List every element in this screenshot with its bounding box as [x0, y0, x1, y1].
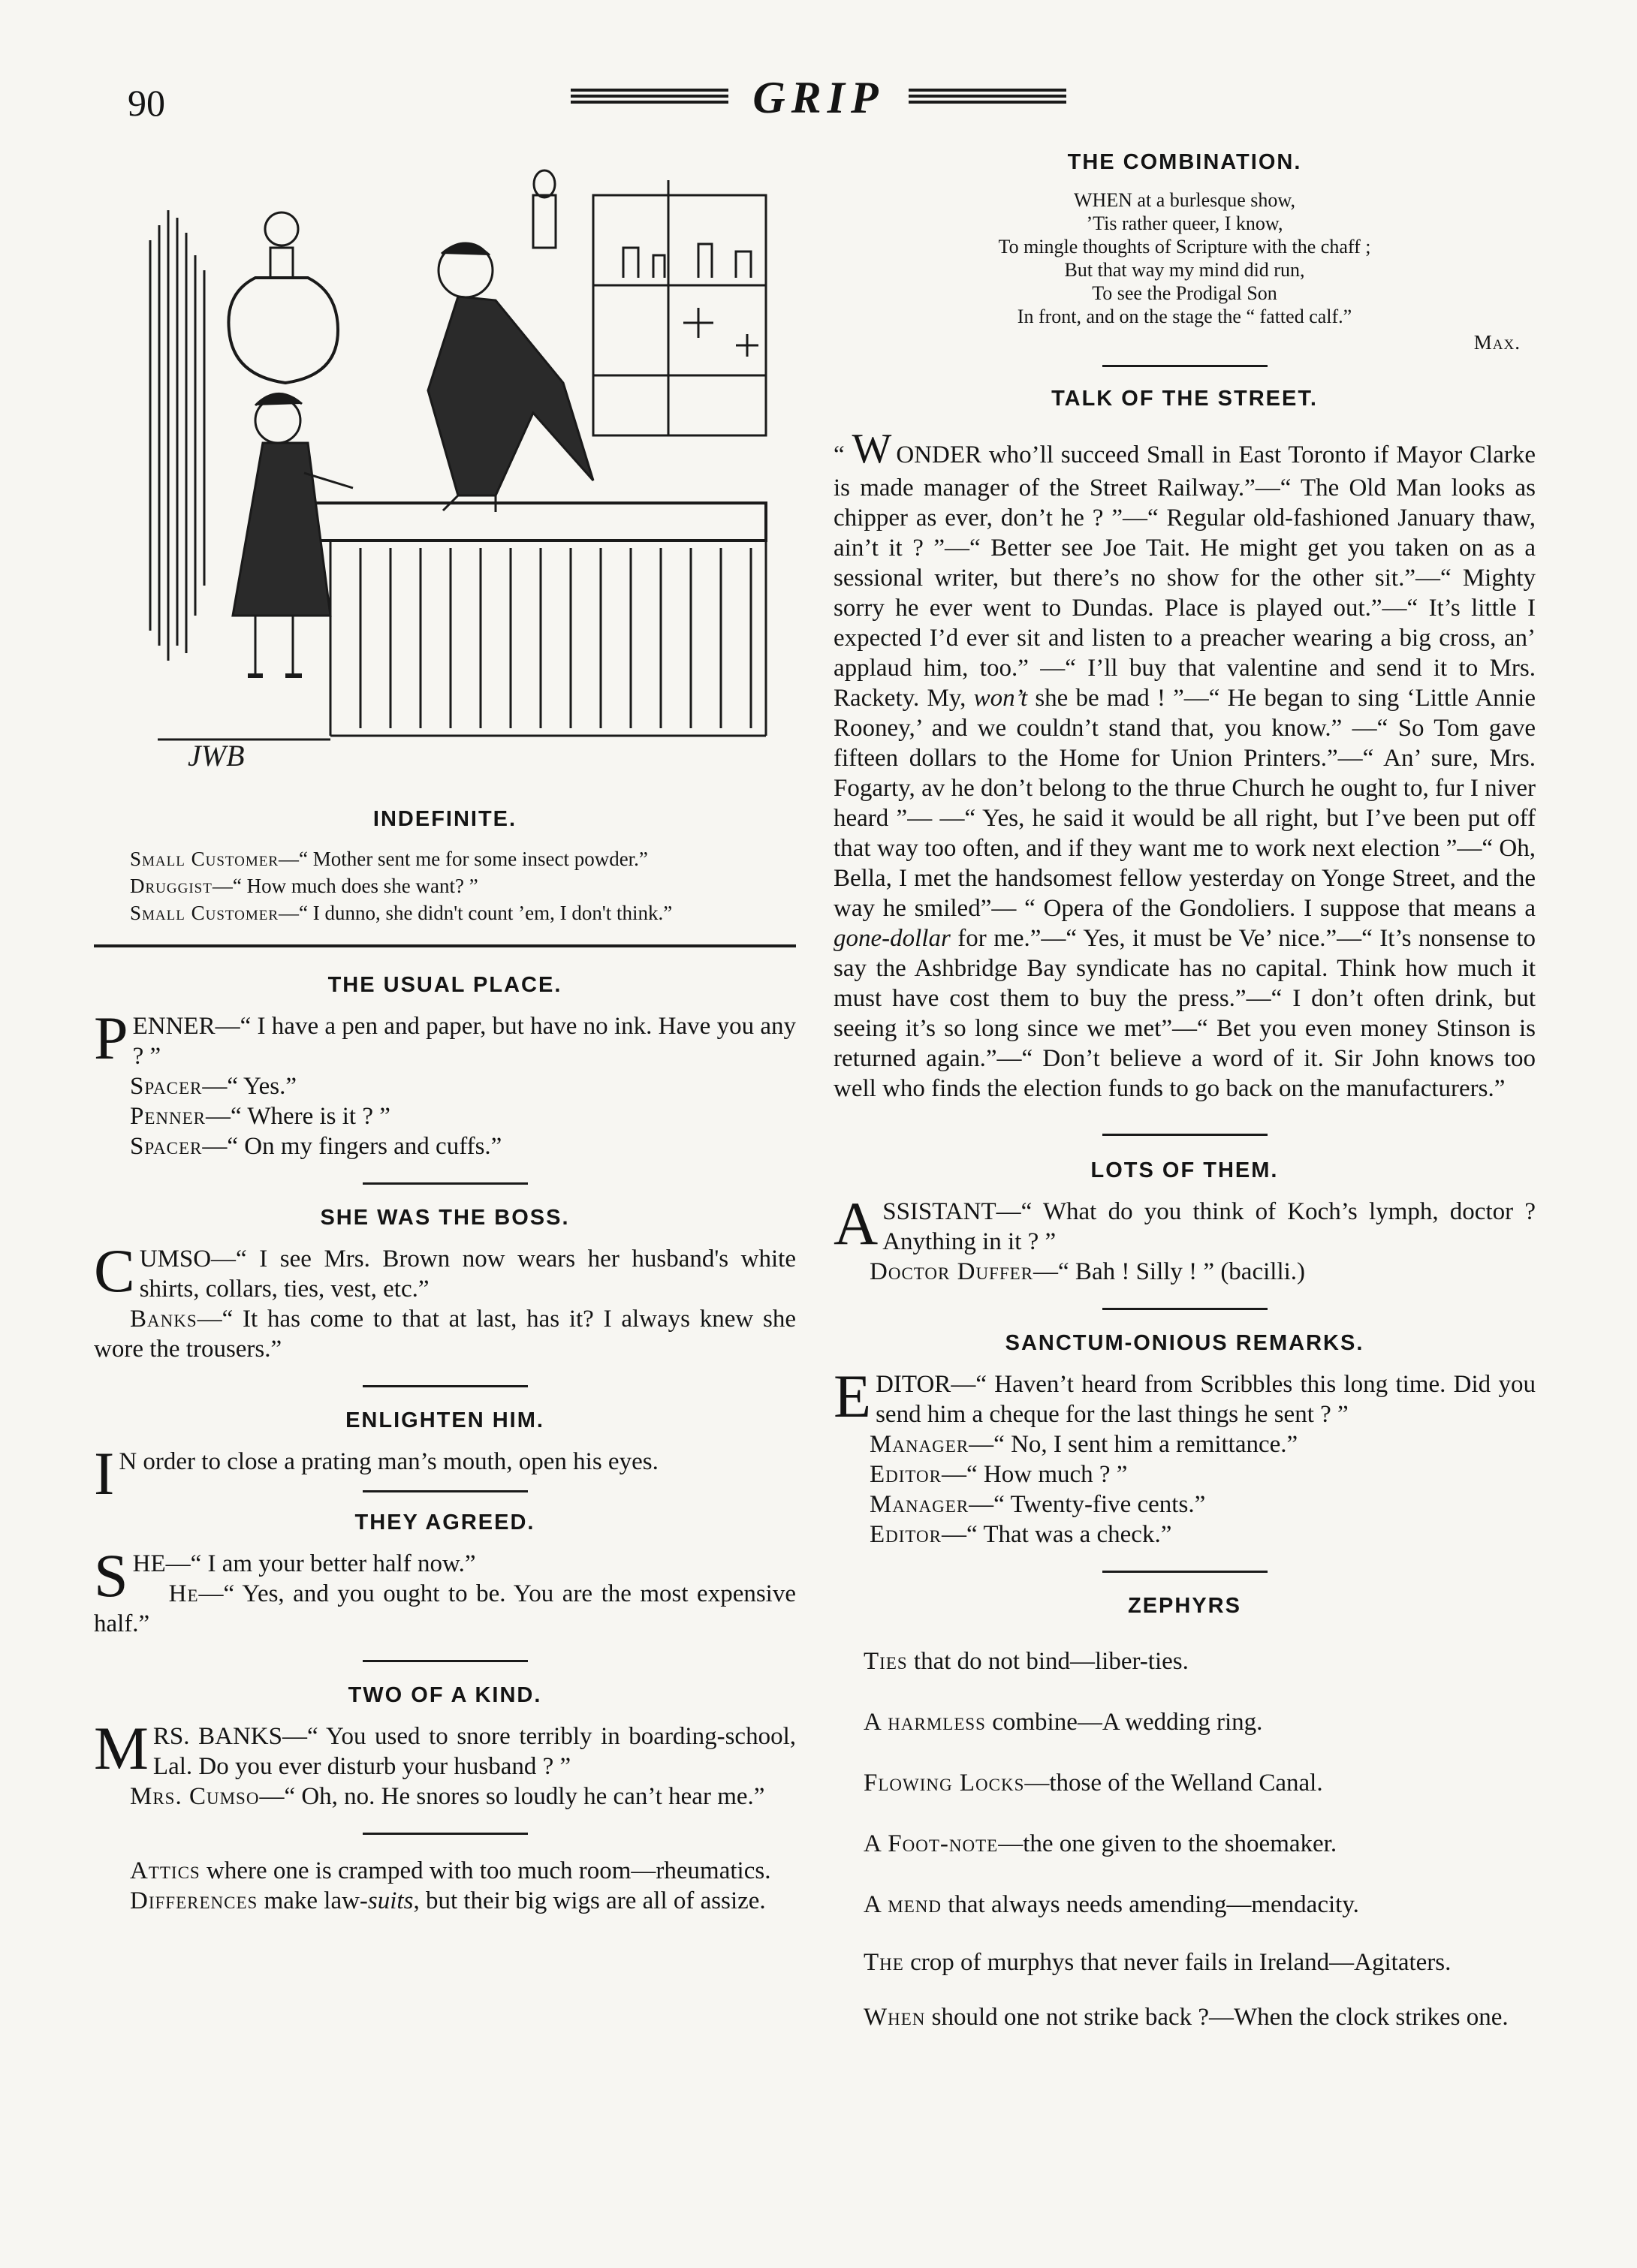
sanctum-line-1: EDITOR—“ Haven’t heard from Scribbles this long time. Did you send him a cheque for the last things he sent ? ” — [834, 1362, 1536, 1430]
article-boss — [94, 1206, 796, 1364]
poem-line: WHEN at a burlesque show, — [1073, 189, 1296, 211]
poem-line: ’Tis rather queer, I know, — [1086, 212, 1283, 234]
heading-lots: LOTS OF THEM. — [1090, 1158, 1279, 1182]
attics-line-2: Differences make law-suits, but their big wigs are all of assize. — [130, 1887, 766, 1914]
article-talk — [834, 387, 1536, 1104]
article-combination — [834, 150, 1536, 354]
lots-line-2: Doctor Duffer—“ Bah ! Silly ! ” (bacilli.) — [870, 1258, 1306, 1285]
article-attics — [94, 1856, 796, 1916]
usual-place-line-2: Spacer—“ Yes.” — [130, 1073, 297, 1100]
two-kind-line-1: MRS. BANKS—“ You used to snore terribly in boarding-school, Lal. Do you ever disturb your husband ? ” — [94, 1714, 796, 1782]
indefinite-line-2: Druggist—“ How much does she want? ” — [130, 875, 478, 897]
poem-line: In front, and on the stage the “ fatted calf.” — [1017, 306, 1352, 327]
poem-line: To see the Prodigal Son — [1092, 282, 1277, 304]
article-agreed — [94, 1510, 796, 1639]
heading-two-kind: TWO OF A KIND. — [348, 1683, 542, 1707]
sanctum-line-3: Editor—“ How much ? ” — [870, 1461, 1128, 1488]
divider — [1102, 1134, 1268, 1136]
indefinite-line-1: Small Customer—“ Mother sent me for some insect powder.” — [130, 848, 648, 870]
illustration-signature: JWB — [188, 739, 245, 773]
right-column — [834, 150, 1536, 2057]
druggist-illustration — [143, 165, 773, 788]
divider — [1102, 1571, 1268, 1573]
heading-sanctum: SANCTUM-ONIOUS REMARKS. — [1005, 1331, 1364, 1355]
heading-combination: THE COMBINATION. — [1067, 150, 1302, 174]
masthead-title: GRIP — [752, 73, 885, 122]
boss-line-1: CUMSO—“ I see Mrs. Brown now wears her husband's white shirts, collars, ties, vest, etc.” — [94, 1236, 796, 1305]
attics-line-1: Attics where one is cramped with too much room—rheumatics. — [130, 1857, 771, 1884]
divider — [363, 1833, 528, 1835]
heading-enlighten: ENLIGHTEN HIM. — [345, 1408, 544, 1432]
usual-place-line-4: Spacer—“ On my fingers and cuffs.” — [130, 1133, 502, 1160]
agreed-line-2: He—“ Yes, and you ought to be. You are the most expensive half.” — [94, 1580, 796, 1637]
sanctum-line-2: Manager—“ No, I sent him a remittance.” — [870, 1431, 1298, 1458]
zephyr-item: The crop of murphys that never fails in Ireland—Agitaters. — [864, 1949, 1452, 1976]
zephyr-item: A mend that always needs amending—mendacity. — [864, 1891, 1359, 1918]
zephyr-item: When should one not strike back ?—When the clock strikes one. — [864, 2004, 1509, 2031]
article-usual-place — [94, 973, 796, 1161]
shelf-hatching — [150, 210, 204, 661]
lots-line-1: ASSISTANT—“ What do you think of Koch’s lymph, doctor ? Anything in it ? ” — [834, 1189, 1536, 1257]
heading-indefinite: INDEFINITE. — [372, 807, 517, 831]
masthead-rule-right — [909, 89, 1066, 105]
two-kind-line-2: Mrs. Cumso—“ Oh, no. He snores so loudly he can’t hear me.” — [130, 1783, 765, 1810]
divider — [363, 1385, 528, 1387]
article-lots — [834, 1158, 1536, 1287]
sanctum-line-5: Editor—“ That was a check.” — [870, 1521, 1172, 1548]
zephyr-item: A Foot-note—the one given to the shoemaker. — [864, 1830, 1337, 1857]
article-zephyrs — [834, 1594, 1536, 2032]
poem-line: But that way my mind did run, — [1064, 259, 1305, 281]
article-enlighten — [94, 1408, 796, 1507]
counter-hatching — [360, 548, 751, 728]
masthead — [571, 72, 1066, 125]
page-number: 90 — [128, 82, 165, 124]
zephyr-item: Ties that do not bind—liber-ties. — [864, 1648, 1189, 1675]
girl-figure — [233, 393, 353, 676]
heading-agreed: THEY AGREED. — [354, 1510, 535, 1535]
boss-line-2: Banks—“ It has come to that at last, has it? I always knew she wore the trousers.” — [94, 1306, 796, 1363]
talk-body: “ W ONDER who’ll succeed Small in East Toronto if Mayor Clarke is made manager of the Street Railway.”—“ The Old Man looks as chipper as ever, don’t he ? ”—“ Regular old-fashioned January thaw, ain’t it ? ”—“ Better see Joe Tait. He might get you taken on as a sessional writer, but there’s no show for the other sit.”—“ Mighty sorry he ever went to Dundas. Place is played out.”—“ It’s little I expected I’d ever sit and listen to a preacher wearing a big cross, an’ applaud him, too.” —“ I’ll buy that valentine and send it to Mrs. Rackety. My, won’t she be mad ! ”—“ He began to sing ‘Little Annie Rooney,’ and we couldn’t stand that, you know.” —“ So Tom gave fifteen dollars to the Home for Union Printers.”—“ An’ sure, Mrs. Fogarty, av he don’t belong to the thrue Church he ought to, fur I niver heard ”— —“ Yes, he said it would be all right, but I’ve been put off that way too often, and if they want me to work next election ”—“ Oh, Bella, I met the handsomest fellow yesterday on Yonge Street, and the way he smiled”— “ Opera of the Gondoliers. I suppose that means a gone-dollar for me.”—“ Yes, it must be Ve’ nice.”—“ It’s nonsense to say the Ashbridge Bay syndicate has no capital. Think how much it must have cost them to buy the press.”—“ I don’t often drink, but seeing it’s so long since we met”—“ Bet you even money Stinson is returned again.”—“ Don’t believe a word of it. Sir John knows too well who finds the election funds to go back on the manufacturers.” — [834, 426, 1536, 1102]
section-divider — [94, 944, 796, 947]
heading-talk: TALK OF THE STREET. — [1051, 387, 1318, 411]
article-sanctum — [834, 1331, 1536, 1550]
sanctum-line-4: Manager—“ Twenty-five cents.” — [870, 1491, 1206, 1518]
zephyr-item: Flowing Locks—those of the Welland Canal. — [864, 1770, 1323, 1797]
article-indefinite — [94, 807, 796, 926]
divider — [363, 1660, 528, 1662]
zephyr-item: A harmless combine—A wedding ring. — [864, 1709, 1263, 1736]
heading-usual-place: THE USUAL PLACE. — [327, 973, 562, 997]
masthead-rule-left — [571, 89, 728, 105]
poem-signature: Max. — [1473, 331, 1521, 354]
heading-boss: SHE WAS THE BOSS. — [320, 1206, 570, 1230]
usual-place-line-3: Penner—“ Where is it ? ” — [130, 1103, 390, 1130]
divider — [1102, 1308, 1268, 1310]
divider — [1102, 365, 1268, 367]
heading-zephyrs: ZEPHYRS — [1128, 1594, 1241, 1618]
divider — [363, 1182, 528, 1185]
agreed-line-1: SHE—“ I am your better half now.” — [94, 1541, 476, 1610]
divider — [363, 1490, 528, 1492]
article-two-kind — [94, 1683, 796, 1812]
usual-place-line-1: PENNER—“ I have a pen and paper, but have no ink. Have you any ? ” — [94, 1004, 796, 1072]
left-column — [94, 807, 796, 1916]
druggist-figure — [428, 243, 593, 512]
poem-line: To mingle thoughts of Scripture with the chaff ; — [998, 236, 1371, 258]
indefinite-line-3: Small Customer—“ I dunno, she didn't count ’em, I don't think.” — [130, 902, 673, 924]
enlighten-line-1: I N order to close a prating man’s mouth, open his eyes. — [94, 1439, 659, 1507]
